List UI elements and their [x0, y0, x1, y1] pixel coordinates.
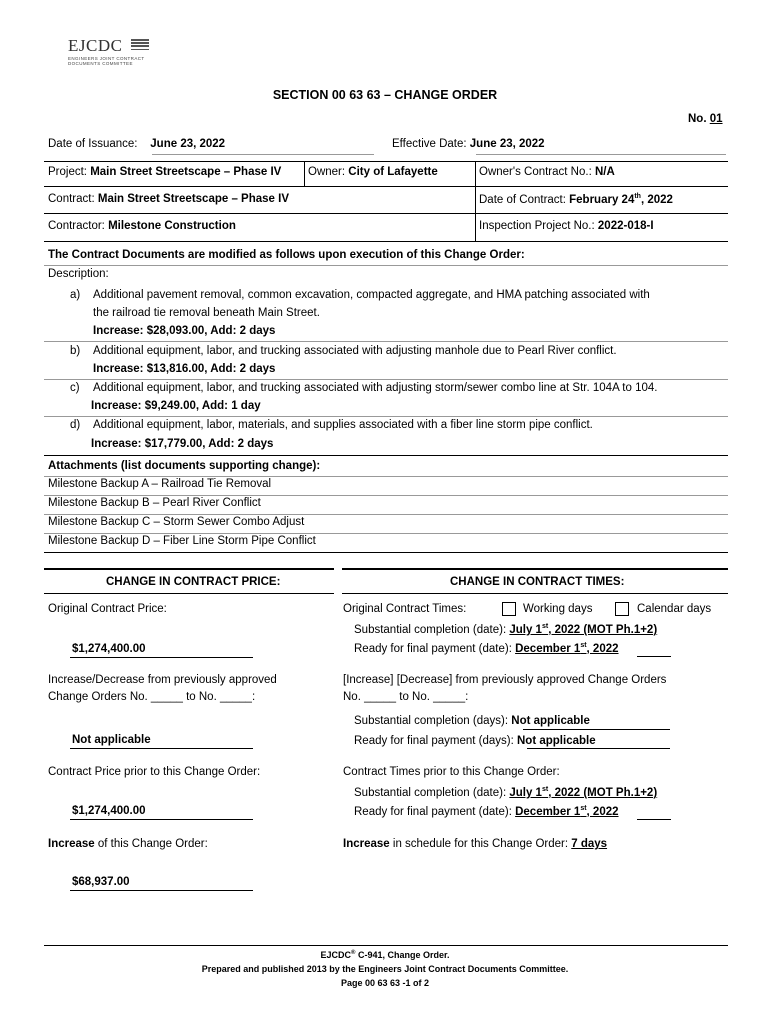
item-b-increase: Increase: $13,816.00, Add: 2 days: [93, 363, 276, 375]
times-heading: CHANGE IN CONTRACT TIMES:: [450, 576, 625, 588]
contract-field: Contract: Main Street Streetscape – Phase IV: [48, 193, 289, 205]
ejcdc-logo: [68, 36, 158, 70]
footer-line-1: EJCDC® C-941, Change Order.: [320, 950, 450, 960]
item-d-letter: d): [70, 419, 81, 431]
attachment-item: Milestone Backup D – Fiber Line Storm Pipe Conflict: [48, 535, 316, 547]
item-d-increase: Increase: $17,779.00, Add: 2 days: [91, 438, 274, 450]
original-price-value: $1,274,400.00: [72, 643, 146, 655]
description-label: Description:: [48, 268, 109, 280]
project-field: Project: Main Street Streetscape – Phase IV: [48, 166, 282, 178]
prior-substantial: Substantial completion (date): July 1st, 2022 (MOT Ph.1+2): [354, 786, 658, 799]
change-order-number: No. 01: [688, 113, 723, 125]
section-title: SECTION 00 63 63 – CHANGE ORDER: [272, 88, 498, 102]
prior-times-label: Contract Times prior to this Change Order:: [343, 766, 560, 778]
logo-subtitle-2: DOCUMENTS COMMITTEE: [68, 61, 133, 66]
calendar-days-label: Calendar days: [637, 603, 712, 615]
attachment-item: Milestone Backup A – Railroad Tie Removal: [48, 478, 272, 490]
original-times-label: Original Contract Times:: [343, 603, 467, 615]
date-of-issuance: Date of Issuance: June 23, 2022: [48, 138, 226, 150]
prev-times-label-1: [Increase] [Decrease] from previously approved Change Orders: [343, 674, 667, 686]
owner-field: Owner: City of Lafayette: [308, 166, 438, 178]
prior-price-value: $1,274,400.00: [72, 805, 146, 817]
original-substantial: Substantial completion (date): July 1st, 2022 (MOT Ph.1+2): [354, 623, 658, 636]
prev-final-days: Ready for final payment (days): Not applicable: [354, 735, 596, 747]
attachment-item: Milestone Backup B – Pearl River Conflict: [48, 497, 261, 509]
contractor-field: Contractor: Milestone Construction: [48, 220, 236, 232]
prior-price-label: Contract Price prior to this Change Order:: [48, 766, 261, 778]
logo-text: EJCDC: [68, 36, 123, 55]
item-b-text: Additional equipment, labor, and trucking associated with adjusting manhole due to Pearl River conflict.: [93, 345, 617, 357]
prev-change-value: Not applicable: [72, 734, 151, 746]
item-a-letter: a): [70, 289, 81, 301]
calendar-days-checkbox[interactable]: [615, 602, 629, 616]
prior-final: Ready for final payment (date): December 1st, 2022: [354, 805, 619, 818]
original-final: Ready for final payment (date): December 1st, 2022: [354, 642, 619, 655]
this-change-value: $68,937.00: [72, 876, 130, 888]
prev-change-label-2: Change Orders No. _____ to No. _____:: [48, 691, 256, 703]
prev-substantial-days: Substantial completion (days): Not applicable: [354, 715, 590, 727]
owner-contract-field: Owner's Contract No.: N/A: [479, 166, 615, 178]
logo-lines-icon: [131, 39, 149, 52]
prev-times-label-2: No. _____ to No. _____:: [343, 691, 469, 703]
date-of-contract-field: Date of Contract: February 24th, 2022: [479, 193, 673, 206]
item-b-letter: b): [70, 345, 81, 357]
attachments-heading: Attachments (list documents supporting change):: [48, 460, 321, 472]
footer-line-2: Prepared and published 2013 by the Engineers Joint Contract Documents Committee.: [201, 964, 569, 974]
inspection-field: Inspection Project No.: 2022-018-I: [479, 220, 654, 232]
price-heading: CHANGE IN CONTRACT PRICE:: [106, 576, 281, 588]
this-times-label: Increase in schedule for this Change Order: 7 days: [343, 838, 608, 850]
item-d-text: Additional equipment, labor, materials, and supplies associated with a fiber line storm pipe conflict.: [93, 419, 593, 431]
item-a-increase: Increase: $28,093.00, Add: 2 days: [93, 325, 276, 337]
modified-heading: The Contract Documents are modified as follows upon execution of this Change Order:: [48, 249, 525, 261]
item-a-text: Additional pavement removal, common excavation, compacted aggregate, and HMA patching associated with: [93, 289, 650, 301]
item-c-letter: c): [70, 382, 80, 394]
attachment-item: Milestone Backup C – Storm Sewer Combo Adjust: [48, 516, 305, 528]
item-c-increase: Increase: $9,249.00, Add: 1 day: [91, 400, 261, 412]
this-change-label: Increase of this Change Order:: [48, 838, 208, 850]
footer-line-3: Page 00 63 63 -1 of 2: [340, 978, 430, 988]
working-days-checkbox[interactable]: [502, 602, 516, 616]
item-a-text-2: the railroad tie removal beneath Main Street.: [93, 307, 320, 319]
effective-date: Effective Date: June 23, 2022: [392, 138, 545, 150]
item-c-text: Additional equipment, labor, and trucking associated with adjusting storm/sewer combo line at Str. 104A to 104.: [93, 382, 658, 394]
prev-change-label-1: Increase/Decrease from previously approved: [48, 674, 277, 686]
working-days-label: Working days: [523, 603, 593, 615]
logo-subtitle-1: ENGINEERS JOINT CONTRACT: [68, 56, 145, 61]
original-price-label: Original Contract Price:: [48, 603, 167, 615]
